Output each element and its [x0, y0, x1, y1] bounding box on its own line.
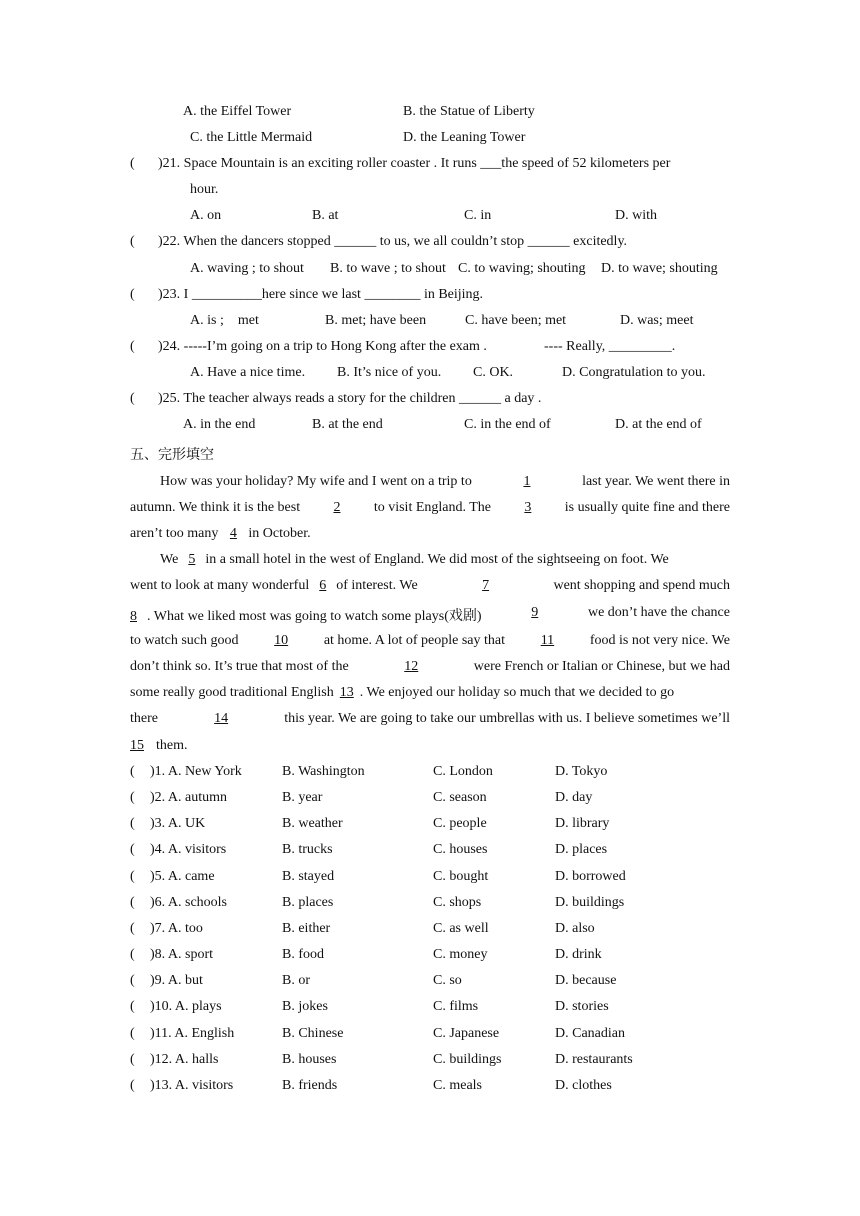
q20-option-a: A. the Eiffel Tower [183, 104, 292, 119]
cloze-option-d: D. buildings [555, 894, 625, 910]
cloze-paren: ( [130, 1051, 135, 1067]
passage-text: last year. We went there in [582, 474, 730, 489]
cloze-option-b: B. places [282, 894, 334, 910]
blank-12: 12 [404, 659, 419, 674]
cloze-option-c: C. as well [433, 920, 489, 936]
cloze-option-b: B. houses [282, 1051, 337, 1067]
blank-11: 11 [540, 633, 555, 648]
cloze-num: )7. A. too [150, 920, 203, 936]
q23-option-d: D. was; meet [620, 313, 694, 328]
blank-5: 5 [188, 552, 196, 567]
passage-text: were French or Italian or Chinese, but we had [473, 659, 730, 674]
blank-15: 15 [130, 738, 144, 753]
q21-paren: ( [130, 156, 135, 171]
cloze-option-b: B. year [282, 790, 323, 806]
q25-option-d: D. at the end of [615, 417, 702, 432]
passage-line [130, 659, 730, 675]
passage-line [130, 578, 730, 594]
q22-option-b: B. to wave ; to shout [330, 261, 446, 276]
passage-text: at home. A lot of people say that [323, 633, 506, 648]
passage-text: this year. We are going to take our umbrellas with us. I believe sometimes we’ll [284, 711, 730, 726]
cloze-paren: ( [130, 816, 135, 832]
cloze-paren: ( [130, 764, 135, 779]
passage-text: food is not very nice. We [589, 633, 730, 648]
cloze-paren: ( [130, 1077, 135, 1093]
cloze-option-c: C. films [433, 999, 479, 1015]
cloze-option-b: B. or [282, 973, 310, 989]
q21-text [158, 156, 730, 172]
q24-option-b: B. It’s nice of you. [337, 365, 442, 380]
q25-paren: ( [130, 391, 135, 406]
passage-text: . What we liked most was going to watch some plays(戏剧) [147, 609, 482, 624]
blank-1: 1 [523, 474, 531, 489]
passage-text: to watch such good [130, 633, 239, 648]
cloze-option-b: B. friends [282, 1077, 338, 1093]
passage-text: went shopping and spend much [553, 578, 730, 593]
q20-option-c: C. the Little Mermaid [190, 130, 313, 145]
blank-13: 13 [339, 685, 354, 700]
cloze-option-d: D. drink [555, 947, 602, 963]
cloze-option-d: D. Canadian [555, 1025, 625, 1041]
cloze-num: )6. A. schools [150, 894, 227, 910]
q25-option-a: A. in the end [183, 417, 256, 432]
passage-line [130, 711, 730, 727]
passage-text: autumn. We think it is the best [130, 500, 301, 515]
q24-text: )24. -----I’m going on a trip to Hong Kong after the exam . [158, 339, 487, 354]
cloze-option-d: D. places [555, 842, 608, 858]
cloze-option-b: B. Chinese [282, 1025, 344, 1041]
cloze-option-d: D. day [555, 790, 593, 806]
cloze-paren: ( [130, 1025, 135, 1041]
cloze-option-d: D. Tokyo [555, 764, 608, 779]
q23-option-c: C. have been; met [465, 313, 567, 328]
passage-text: of interest. We [336, 578, 418, 593]
cloze-option-c: C. meals [433, 1077, 482, 1093]
cloze-option-d: D. stories [555, 999, 609, 1015]
cloze-paren: ( [130, 894, 135, 910]
cloze-paren: ( [130, 868, 135, 884]
passage-text: to visit England. The [373, 500, 492, 515]
passage-text: went to look at many wonderful [130, 578, 310, 593]
cloze-paren: ( [130, 920, 135, 936]
passage-line [160, 552, 730, 568]
passage-line [130, 738, 188, 754]
cloze-num: )13. A. visitors [150, 1077, 234, 1093]
blank-3: 3 [524, 500, 532, 515]
blank-7: 7 [482, 578, 490, 593]
passage-text: aren’t too many [130, 526, 219, 541]
cloze-option-d: D. also [555, 920, 595, 936]
passage-text: there [130, 711, 158, 726]
cloze-option-c: C. Japanese [433, 1025, 500, 1041]
passage-line [130, 633, 730, 649]
passage-text: in October. [248, 526, 311, 541]
cloze-option-b: B. weather [282, 816, 343, 832]
q22-paren: ( [130, 234, 135, 249]
passage-text: . We enjoyed our holiday so much that we decided to go [359, 685, 675, 700]
passage-text: in a small hotel in the west of England. We did most of the sightseeing on foot. We [205, 552, 669, 567]
q23-option-a: A. is ; met [190, 313, 259, 328]
q25-option-c: C. in the end of [464, 417, 551, 432]
q25-text: )25. The teacher always reads a story for the children ______ a day . [158, 391, 542, 406]
q22-option-c: C. to waving; shouting [458, 261, 586, 276]
q23-option-b: B. met; have been [325, 313, 427, 328]
blank-8: 8 [130, 609, 137, 624]
cloze-num: )1. A. New York [150, 764, 242, 779]
passage-line [160, 474, 730, 490]
cloze-paren: ( [130, 790, 135, 806]
cloze-paren: ( [130, 842, 135, 858]
cloze-option-c: C. so [433, 973, 462, 989]
cloze-option-c: C. bought [433, 868, 489, 884]
cloze-option-b: B. jokes [282, 999, 328, 1015]
q20-option-d: D. the Leaning Tower [403, 130, 526, 145]
cloze-num: )9. A. but [150, 973, 203, 989]
passage-text: don’t think so. It’s true that most of the [130, 659, 349, 674]
q20-option-b: B. the Statue of Liberty [403, 104, 535, 119]
cloze-option-d: D. because [555, 973, 617, 989]
q24-reply: ---- Really, _________. [544, 339, 676, 354]
cloze-option-c: C. buildings [433, 1051, 502, 1067]
passage-line [130, 500, 730, 516]
q21-option-a: A. on [190, 208, 222, 223]
passage-text: How was your holiday? My wife and I went on a trip to [160, 474, 472, 489]
q21-option-b: B. at [312, 208, 339, 223]
cloze-option-c: C. people [433, 816, 487, 832]
cloze-num: )2. A. autumn [150, 790, 227, 806]
blank-10: 10 [274, 633, 289, 648]
q21-option-d: D. with [615, 208, 657, 223]
cloze-num: )12. A. halls [150, 1051, 219, 1067]
blank-4: 4 [229, 526, 237, 541]
cloze-option-d: D. library [555, 816, 610, 832]
q22-text: )22. When the dancers stopped ______ to us, we all couldn’t stop ______ excitedly. [158, 234, 628, 249]
passage-text: is usually quite fine and there [564, 500, 730, 515]
cloze-paren: ( [130, 947, 135, 963]
cloze-option-c: C. season [433, 790, 487, 806]
passage-line [130, 685, 730, 701]
section-title: 五、完形填空 [130, 447, 214, 463]
cloze-paren: ( [130, 973, 135, 989]
cloze-option-b: B. Washington [282, 764, 365, 779]
cloze-option-c: C. houses [433, 842, 488, 858]
cloze-option-b: B. stayed [282, 868, 335, 884]
cloze-num: )4. A. visitors [150, 842, 227, 858]
cloze-option-b: B. trucks [282, 842, 333, 858]
cloze-num: )3. A. UK [150, 816, 206, 832]
q24-option-d: D. Congratulation to you. [562, 365, 706, 380]
q22-option-d: D. to wave; shouting [601, 261, 718, 276]
q24-paren: ( [130, 339, 135, 354]
q21-option-c: C. in [464, 208, 492, 223]
passage-line [130, 605, 730, 625]
q25-option-b: B. at the end [312, 417, 383, 432]
blank-2: 2 [333, 500, 341, 515]
blank-14: 14 [214, 711, 229, 726]
passage-text: We [160, 552, 179, 567]
cloze-option-b: B. either [282, 920, 331, 936]
cloze-option-c: C. money [433, 947, 488, 963]
cloze-paren: ( [130, 999, 135, 1015]
cloze-option-d: D. clothes [555, 1077, 612, 1093]
cloze-num: )11. A. English [150, 1025, 235, 1041]
cloze-option-b: B. food [282, 947, 324, 963]
cloze-option-c: C. London [433, 764, 493, 779]
blank-6: 6 [319, 578, 327, 593]
q22-option-a: A. waving ; to shout [190, 261, 304, 276]
passage-text: some really good traditional English [130, 685, 334, 700]
cloze-option-d: D. borrowed [555, 868, 626, 884]
cloze-num: )5. A. came [150, 868, 215, 884]
q21-line1: )21. Space Mountain is an exciting roller coaster . It runs ___the speed of 52 kilometers per [158, 156, 671, 171]
q24-option-a: A. Have a nice time. [190, 365, 306, 380]
cloze-option-d: D. restaurants [555, 1051, 633, 1067]
cloze-option-c: C. shops [433, 894, 482, 910]
blank-9: 9 [531, 605, 539, 620]
q23-text: )23. I __________here since we last ________ in Beijing. [158, 287, 484, 302]
q23-paren: ( [130, 287, 135, 302]
q21-line2: hour. [190, 182, 219, 197]
cloze-num: )10. A. plays [150, 999, 222, 1015]
passage-text: we don’t have the chance [587, 605, 730, 620]
passage-line [130, 526, 311, 542]
cloze-num: )8. A. sport [150, 947, 213, 963]
q24-option-c: C. OK. [473, 365, 514, 380]
passage-text: them. [156, 738, 188, 753]
